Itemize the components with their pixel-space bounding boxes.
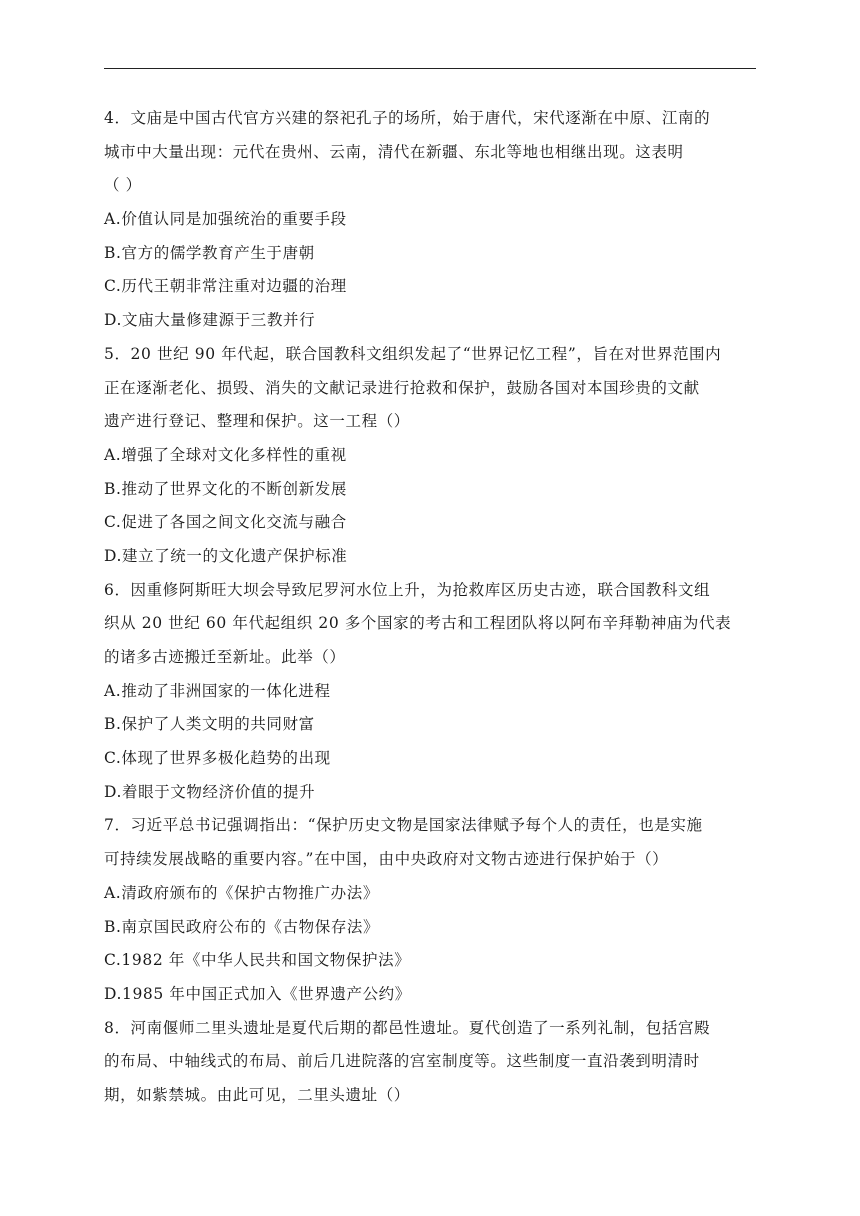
question-5-stem-line-2: 正在逐渐老化、损毁、消失的文献记录进行抢救和保护，鼓励各国对本国珍贵的文献 bbox=[104, 378, 700, 397]
question-8 bbox=[104, 1012, 764, 1113]
question-8-stem-line-3: 期，如紫禁城。由此可见，二里头遗址（） bbox=[104, 1085, 410, 1104]
question-4-option-a: A.价值认同是加强统治的重要手段 bbox=[104, 210, 347, 229]
question-5-option-c: C.促进了各国之间文化交流与融合 bbox=[104, 513, 347, 532]
question-6-stem-line-2: 织从 20 世纪 60 年代起组织 20 多个国家的考古和工程团队将以阿布辛拜勒神庙为代表 bbox=[104, 614, 732, 633]
question-4 bbox=[104, 102, 764, 338]
question-6-option-c: C.体现了世界多极化趋势的出现 bbox=[104, 749, 331, 768]
question-7-option-d: D.1985 年中国正式加入《世界遗产公约》 bbox=[104, 984, 411, 1003]
question-6-stem-line-3: 的诸多古迹搬迁至新址。此举（） bbox=[104, 648, 346, 666]
question-7-option-a: A.清政府颁布的《保护古物推广办法》 bbox=[104, 883, 379, 902]
question-4-option-b: B.官方的儒学教育产生于唐朝 bbox=[104, 243, 315, 262]
question-5-option-d: D.建立了统一的文化遗产保护标准 bbox=[104, 546, 348, 565]
question-4-stem-line-3: （ ） bbox=[104, 176, 142, 195]
question-5-option-b: B.推动了世界文化的不断创新发展 bbox=[104, 479, 347, 498]
question-8-stem-line-1: 8．河南偃师二里头遗址是夏代后期的都邑性遗址。夏代创造了一系列礼制，包括宫殿 bbox=[104, 1018, 711, 1037]
question-5-stem-line-1: 5．20 世纪 90 年代起，联合国教科文组织发起了“世界记忆工程”，旨在对世界范围内 bbox=[104, 344, 722, 363]
document-body bbox=[104, 102, 764, 1113]
question-6-option-a: A.推动了非洲国家的一体化进程 bbox=[104, 681, 331, 700]
question-5-option-a: A.增强了全球对文化多样性的重视 bbox=[104, 445, 347, 464]
question-6-option-b: B.保护了人类文明的共同财富 bbox=[104, 715, 315, 734]
question-6-stem-line-1: 6．因重修阿斯旺大坝会导致尼罗河水位上升，为抢救库区历史古迹，联合国教科文组 bbox=[104, 580, 711, 599]
question-7-option-b: B.南京国民政府公布的《古物保存法》 bbox=[104, 917, 380, 936]
question-7-stem-line-1: 7．习近平总书记强调指出：“保护历史文物是国家法律赋予每个人的责任，也是实施 bbox=[104, 816, 703, 835]
question-4-stem-line-1: 4．文庙是中国古代官方兴建的祭祀孔子的场所，始于唐代，宋代逐渐在中原、江南的 bbox=[104, 109, 711, 127]
question-4-option-d: D.文庙大量修建源于三教并行 bbox=[104, 311, 316, 330]
question-7 bbox=[104, 809, 764, 1011]
question-8-stem-line-2: 的布局、中轴线式的布局、前后几进院落的宫室制度等。这些制度一直沿袭到明清时 bbox=[104, 1052, 700, 1071]
question-5 bbox=[104, 338, 764, 574]
question-7-option-c: C.1982 年《中华人民共和国文物保护法》 bbox=[104, 951, 411, 970]
question-5-stem-line-3: 遗产进行登记、整理和保护。这一工程（） bbox=[104, 412, 410, 431]
question-4-stem-line-2: 城市中大量出现：元代在贵州、云南，清代在新疆、东北等地也相继出现。这表明 bbox=[104, 142, 684, 161]
question-6 bbox=[104, 574, 764, 810]
question-7-stem-line-2: 可持续发展战略的重要内容。”在中国，由中央政府对文物古迹进行保护始于（） bbox=[104, 850, 669, 869]
question-6-option-d: D.着眼于文物经济价值的提升 bbox=[104, 782, 316, 801]
question-4-option-c: C.历代王朝非常注重对边疆的治理 bbox=[104, 277, 347, 296]
header-rule bbox=[104, 68, 756, 69]
